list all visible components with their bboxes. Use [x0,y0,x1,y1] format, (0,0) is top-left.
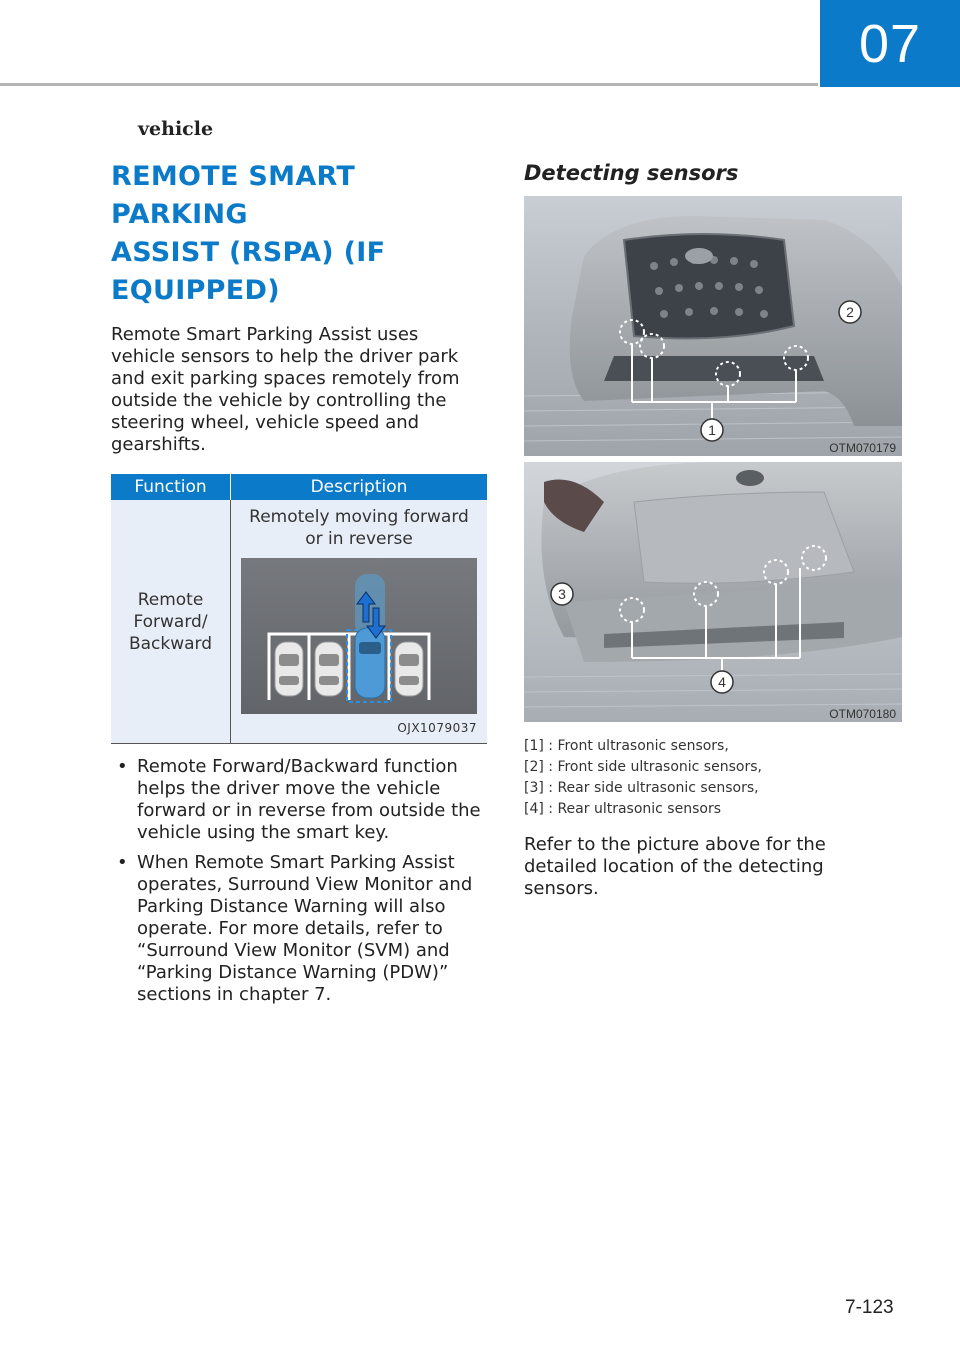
list-item [111,852,487,1006]
caption-item: [1] : Front ultrasonic sensors, [524,738,729,754]
right-column [524,158,902,918]
bullet-glyph: • [117,852,128,873]
table-row [111,500,487,744]
page-number: 7-123 [845,1297,894,1318]
function-line-2: Forward/ [133,611,208,632]
intro-paragraph: Remote Smart Parking Assist uses vehicle sensors to help the driver park and exit parking spaces remotely from outside the vehicle by controlling the steering wheel, vehicle speed and gearshifts. [111,324,460,455]
sensor-caption-list [524,736,902,820]
description-line-2: or in reverse [305,529,413,549]
function-line-1: Remote [137,589,204,610]
marker-1: 1 [708,422,716,438]
section-title-line-1: REMOTE SMART PARKING [111,161,356,230]
caption-item: [4] : Rear ultrasonic sensors [524,801,721,817]
parked-car-1 [275,642,303,696]
function-table [111,474,487,744]
parked-car-2 [315,642,343,696]
bullet-list [111,756,487,1006]
bullet-text-2: When Remote Smart Parking Assist operates, Surround View Monitor and Parking Distance Warning will also operate. For more details, refer to “Surround View Monitor (SVM) and “Parking Distance Warning (PDW)” sections in chapter 7. [137,852,473,1005]
caption-item: [3] : Rear side ultrasonic sensors, [524,780,759,796]
bullet-glyph: • [117,756,128,777]
marker-3: 3 [558,586,566,602]
table-header-description: Description [231,474,488,500]
chapter-tab [820,0,960,87]
parked-car-3 [395,642,423,696]
front-sensor-svg [524,196,902,456]
section-title [111,158,487,310]
table-header-function: Function [111,474,231,500]
list-item [111,756,487,844]
rear-sensor-photo [524,462,902,722]
rear-photo-code: OTM070180 [829,707,896,721]
running-head: vehicle [138,118,214,140]
marker-4: 4 [718,674,726,690]
function-cell [111,500,231,744]
function-line-3: Backward [128,633,213,654]
caption-item: [2] : Front side ultrasonic sensors, [524,759,762,775]
section-title-line-2: ASSIST (RSPA) (IF EQUIPPED) [111,237,386,306]
description-cell [231,500,488,744]
rear-sensor-svg [524,462,902,722]
front-photo-code: OTM070179 [829,441,896,455]
top-rule [0,83,818,86]
refer-paragraph: Refer to the picture above for the detailed location of the detecting sensors. [524,834,826,899]
illustration-code: OJX1079037 [397,721,477,735]
bullet-text-1: Remote Forward/Backward function helps the driver move the vehicle forward or in reverse from outside the vehicle using the smart key. [137,756,481,843]
description-line-1: Remotely moving forward [249,507,469,527]
left-column [111,158,487,1014]
subsection-title: Detecting sensors [524,161,739,185]
parking-illustration-svg [241,558,477,714]
front-sensor-photo [524,196,902,456]
marker-2: 2 [846,304,854,320]
remote-parking-illustration [241,558,477,714]
chapter-number: 07 [858,13,922,74]
